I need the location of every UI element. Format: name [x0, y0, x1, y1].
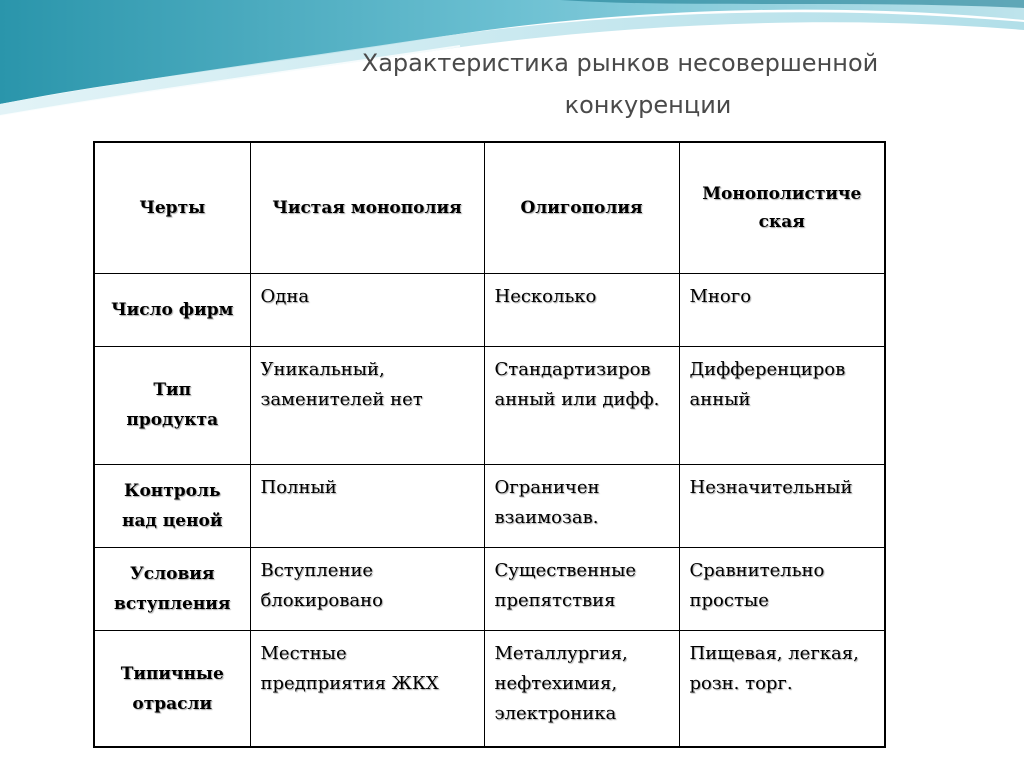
table-cell: Существенные препятствия [484, 547, 679, 630]
title-line-2: конкуренции [564, 91, 732, 119]
table-cell: Местные предприятия ЖКХ [250, 630, 484, 748]
row-label: Условия вступления [95, 547, 250, 630]
table-cell: Сравнительно простые [679, 547, 884, 630]
row-label: Число фирм [95, 273, 250, 346]
table-cell: Много [679, 273, 884, 346]
title-line-1: Характеристика рынков несовершенной [361, 49, 879, 77]
table-cell: Дифференциров анный [679, 346, 884, 464]
slide-title [300, 42, 940, 126]
comparison-table [95, 143, 884, 748]
row-label: Тип продукта [95, 346, 250, 464]
table-cell: Стандартизиров анный или дифф. [484, 346, 679, 464]
table-cell: Металлургия, нефтехимия, электроника [484, 630, 679, 748]
row-label: Контроль над ценой [95, 464, 250, 547]
table-cell: Одна [250, 273, 484, 346]
table-cell: Незначительный [679, 464, 884, 547]
table-row [95, 630, 884, 748]
table-row [95, 464, 884, 547]
header-monopolistic: Монополистиче ская [679, 143, 884, 273]
table-header-row [95, 143, 884, 273]
header-features: Черты [95, 143, 250, 273]
header-pure-monopoly: Чистая монополия [250, 143, 484, 273]
table-cell: Пищевая, легкая, розн. торг. [679, 630, 884, 748]
comparison-table-frame [93, 141, 886, 748]
row-label: Типичные отрасли [95, 630, 250, 748]
table-cell: Ограничен взаимозав. [484, 464, 679, 547]
table-cell: Полный [250, 464, 484, 547]
header-oligopoly: Олигополия [484, 143, 679, 273]
table-row [95, 547, 884, 630]
table-cell: Вступление блокировано [250, 547, 484, 630]
table-row [95, 273, 884, 346]
table-cell: Несколько [484, 273, 679, 346]
table-row [95, 346, 884, 464]
table-cell: Уникальный, заменителей нет [250, 346, 484, 464]
